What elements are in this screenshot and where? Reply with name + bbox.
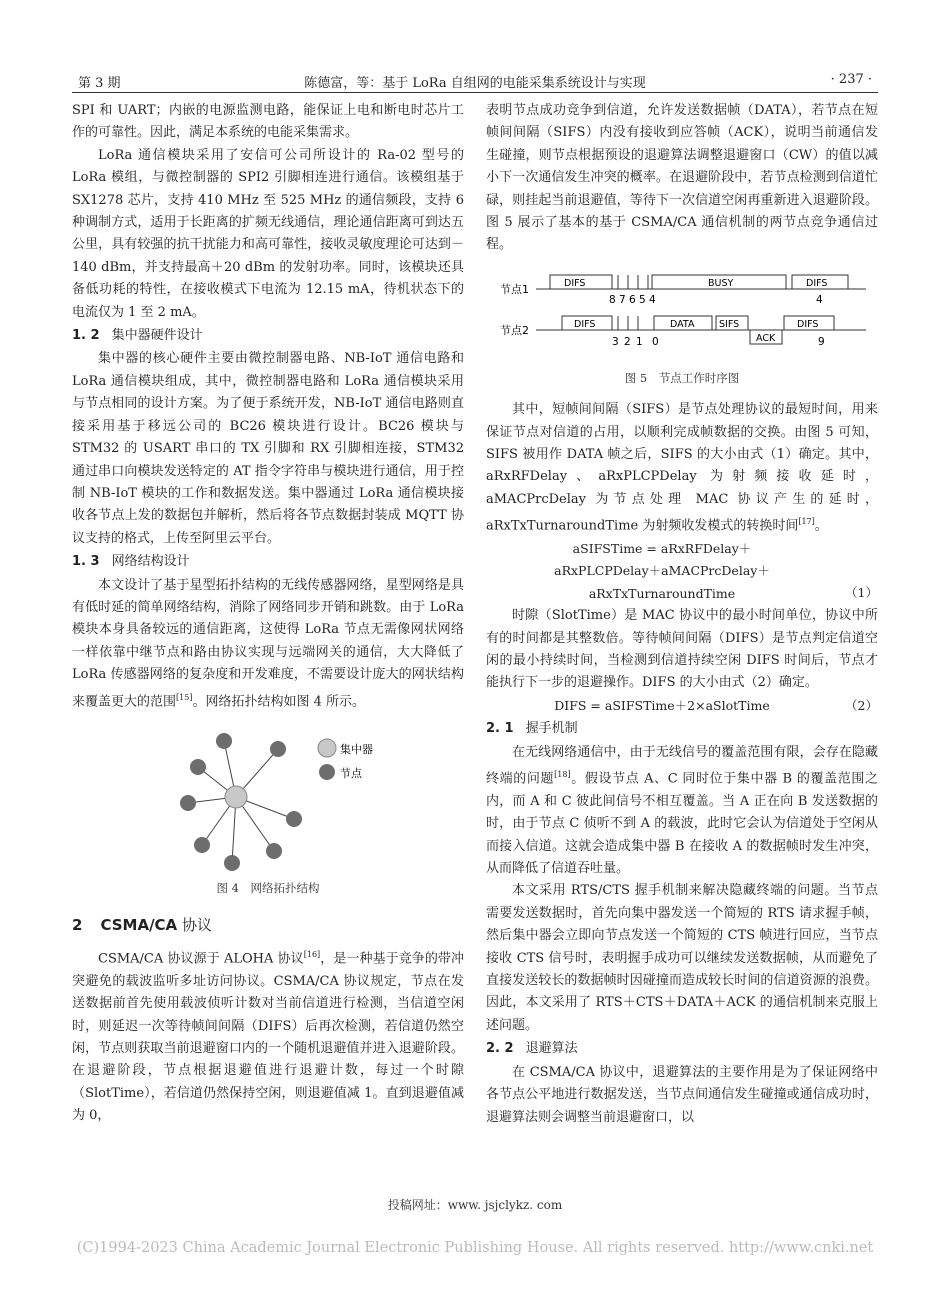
paragraph: 在无线网络通信中，由于无线信号的覆盖范围有限，会存在隐藏终端的问题[18]。假设节点 A、C 同时位于集中器 B 的覆盖范围之内，而 A 和 C 彼此间信号不相互覆盖。当 A 正在向 B 发送数据的时，由于节点 C 侦听不到 A 的载波，此时它会认为信道处于空闲从而接入信道。这就会造成集中器 B 在接收 A 的数据帧时发生冲突，从而降低了信道吞吐量。 <box>486 744 878 877</box>
legend-node-label: 节点 <box>340 767 362 781</box>
paragraph: CSMA/CA 协议源于 ALOHA 协议[16]，是一种基于竞争的带冲突避免的载波监听多址访问协议。CSMA/CA 协议规定，节点在发送数据前首先使用载波侦听计数对当前信道进行检测，当信道空闲时，则延迟一次等待帧间间隔（DIFS）后再次检测，若信道仍然空闲，节点则获取当前退避窗口内的一个随机退避值并进入退避阶段。在退避阶段，节点根据退避值进行退避计数，每过一个时隙（SlotTime），若信道仍然保持空闲，则退避值减 1。直到退避值减为 0， <box>72 950 464 1124</box>
n1-backoff-count: 4 <box>649 293 656 306</box>
paragraph: 其中，短帧间间隔（SIFS）是节点处理协议的最短时间，用来保证节点对信道的占用，以顺利完成帧数据的交换。由图 5 可知，SIFS 被用作 DATA 帧之后，SIFS 的大小由式（1）确定。其中，aRxRFDelay、aRxPLCPDelay 为射频接收延时，aMACPrcDelay 为节点处理 MAC 协议产生的延时，aRxTxTurnaroundTime 为射频收发模式的转换时间[17]。 <box>486 402 878 534</box>
n2-backoff-count: 3 <box>612 335 619 348</box>
paragraph: LoRa 通信模块采用了安信可公司所设计的 Ra-02 型号的 LoRa 模组，与微控制器的 SPI2 引脚相连进行通信。该模组基于 SX1278 芯片，支持 410 MHz 至 525 MHz 的通信频段，支持 6 种调制方式，适用于长距离的扩频无线通信，理论通信距离可到达五公里，具有较强的抗干扰能力和高可靠性，接收灵敏度理论可达到－140 dBm，并支持最高＋20 dBm 的发射功率。同时，该模块还具备低功耗的特性，在接收模式下电流为 12.15 mA，待机状态下的电流仅为 1 至 2 mA。 <box>72 147 464 320</box>
n2-data-label: DATA <box>670 318 695 330</box>
paragraph: 本文采用 RTS/CTS 握手机制来解决隐藏终端的问题。当节点需要发送数据时，首先向集中器发送一个简短的 RTS 请求握手帧，然后集中器会立即向节点发送一个简短的 CTS 帧进行回应，当节点接收 CTS 信号时，表明握手成功可以继续发送数据帧，从而避免了直接发送较长的数据帧时因碰撞而造成较长时间的信道资源的浪费。因此，本文采用了 RTS＋CTS＋DATA＋ACK 的通信机制来克服上述问题。 <box>486 883 878 1033</box>
node-icon <box>194 837 210 853</box>
node-icon <box>216 733 232 749</box>
legend-hub-label: 集中器 <box>340 743 373 757</box>
n2-difs2-label: DIFS <box>797 318 819 330</box>
node2-label: 节点2 <box>500 323 529 337</box>
n2-backoff-count: 1 <box>636 335 643 348</box>
equation-2: DIFS = aSIFSTime＋2×aSlotTime （2） <box>554 697 878 713</box>
n2-sifs-label: SIFS <box>719 318 740 330</box>
n1-backoff-count: 7 <box>619 293 626 306</box>
running-title: 陈德富，等：基于 LoRa 自组网的电能采集系统设计与实现 <box>304 76 646 91</box>
n1-busy-label: BUSY <box>708 277 734 289</box>
n2-difs-label: DIFS <box>574 318 596 330</box>
figure-5-timing-diagram <box>486 263 878 363</box>
citation: [15] <box>176 692 193 702</box>
n1-backoff-count: 8 <box>609 293 616 306</box>
paragraph: 在 CSMA/CA 协议中，退避算法的主要作用是为了保证网络中各节点公平地进行数据发送，当节点间通信发生碰撞或通信成功时，退避算法则会调整当前退避窗口，以 <box>486 1064 878 1125</box>
n1-difs-label: DIFS <box>564 277 586 289</box>
section-heading-2-1: 2. 1 握手机制 <box>486 721 578 737</box>
node-icon <box>266 843 282 859</box>
submission-site: 投稿网址：www. jsjclykz. com <box>387 1198 563 1212</box>
n1-backoff-remain: 4 <box>816 293 823 306</box>
n1-backoff-count: 6 <box>629 293 636 306</box>
left-column <box>72 100 464 1128</box>
section-heading-1-2: 1. 2 集中器硬件设计 <box>72 328 203 344</box>
figure-4-network-topology <box>72 723 464 873</box>
n1-difs2-label: DIFS <box>806 277 828 289</box>
section-heading-2-2: 2. 2 退避算法 <box>486 1041 578 1057</box>
page-number: · 237 · <box>830 72 872 87</box>
running-header <box>72 66 878 93</box>
n2-backoff-count: 0 <box>652 335 659 348</box>
n2-backoff-remain: 9 <box>818 335 825 348</box>
node-icon <box>224 855 240 871</box>
legend-node-icon <box>319 764 335 780</box>
right-column <box>486 100 878 1129</box>
citation: [17] <box>798 517 815 527</box>
copyright-watermark: (C)1994-2023 China Academic Journal Electronic Publishing House. All rights reserved. http://www.cnki.net <box>76 1240 874 1256</box>
n2-backoff-count: 2 <box>624 335 631 348</box>
n1-backoff-count: 5 <box>639 293 646 306</box>
paragraph: 本文设计了基于星型拓扑结构的无线传感器网络，星型网络是具有低时延的简单网络结构，消除了网络同步开销和跳数。由于 LoRa 模块本身具备较远的通信距离，这使得 LoRa 节点无需像网状网络一样依靠中继节点和路由协议实现与远端网关的通信，大大降低了 LoRa 传感器网络的复杂度和开发难度，不需要设计庞大的网状结构来覆盖更大的范围[15]。网络拓扑结构如图 4 所示。 <box>72 577 464 709</box>
equation-1: aSIFSTime = aRxRFDelay＋ aRxPLCPDelay＋aMACPrcDelay＋ aRxTxTurnaroundTime （1） <box>554 541 878 601</box>
paragraph: 表明节点成功竞争到信道，允许发送数据帧（DATA），若节点在短帧间间隔（SIFS）内没有接收到应答帧（ACK），说明当前通信发生碰撞，则节点根据预设的退避算法调整退避窗口（CW）的值以减小下一次通信发生冲突的概率。在退避阶段中，若节点检测到信道忙碌，则挂起当前退避值，等待下一次信道空闲再重新进入退避阶段。图 5 展示了基本的基于 CSMA/CA 通信机制的两节点竞争通信过程。 <box>486 103 878 253</box>
node-icon <box>286 811 302 827</box>
paragraph: SPI 和 UART；内嵌的电源监测电路，能保证上电和断电时芯片工作的可靠性。因此，满足本系统的电能采集需求。 <box>72 103 464 141</box>
section-heading-1-3: 1. 3 网络结构设计 <box>72 554 190 570</box>
node-icon <box>180 795 196 811</box>
citation: [18] <box>554 770 571 780</box>
paragraph: 时隙（SlotTime）是 MAC 协议中的最小时间单位，协议中所有的时间都是其整数倍。等待帧间间隔（DIFS）是节点判定信道空闲的最小持续时间，当检测到信道持续空闲 DIFS 时间后，节点才能执行下一步的退避操作。DIFS 的大小由式（2）确定。 <box>486 608 878 691</box>
node-icon <box>270 741 286 757</box>
legend-hub-icon <box>318 739 336 757</box>
section-heading-2: 2 CSMA/CA 协议 <box>72 915 212 934</box>
figure-5-caption: 图 5 节点工作时序图 <box>624 370 740 385</box>
node-icon <box>190 759 206 775</box>
citation: [16] <box>303 950 321 960</box>
node1-label: 节点1 <box>500 282 529 296</box>
issue-number: 第 3 期 <box>78 76 121 91</box>
n2-ack-label: ACK <box>756 332 776 344</box>
figure-4-caption: 图 4 网络拓扑结构 <box>216 881 320 896</box>
paragraph: 集中器的核心硬件主要由微控制器电路、NB-IoT 通信电路和 LoRa 通信模块组成，其中，微控制器电路和 LoRa 通信模块采用与节点相同的设计方案。为了便于系统开发，NB-IoT 通信电路则直接采用基于移远公司的 BC26 模块进行设计。BC26 模块与 STM32 的 USART 串口的 TX 引脚和 RX 引脚相连接，STM32 通过串口向模块发送特定的 AT 指令字符串与模块进行通信，用于控制 NB-IoT 模块的工作和数据发送。集中器通过 LoRa 通信模块接收各节点上发的数据包并解析，然后将各节点数据封装成 MQTT 协议支持的格式，上传至阿里云平台。 <box>72 351 464 546</box>
hub-icon <box>225 786 247 808</box>
